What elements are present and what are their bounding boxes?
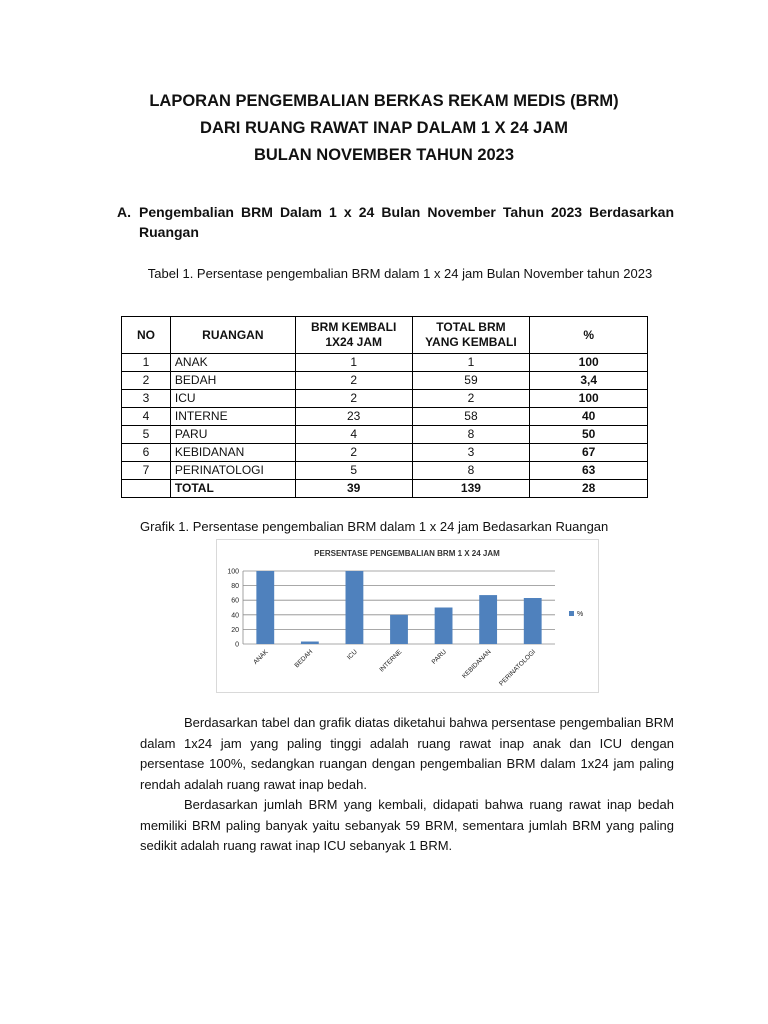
bar — [301, 642, 319, 644]
row-ruangan: KEBIDANAN — [170, 444, 295, 462]
title-line-1: LAPORAN PENGEMBALIAN BERKAS REKAM MEDIS (BRM) — [149, 92, 619, 110]
chart-title: PERSENTASE PENGEMBALIAN BRM 1 X 24 JAM — [314, 549, 500, 558]
table-row — [122, 426, 648, 444]
brm-table — [121, 316, 648, 498]
total-label: TOTAL — [170, 480, 295, 498]
x-tick-label: ICU — [345, 648, 359, 662]
row-percent: 3,4 — [530, 372, 648, 390]
y-tick-label: 40 — [231, 612, 239, 620]
total-total: 139 — [412, 480, 530, 498]
x-tick-label: INTERNE — [378, 648, 404, 674]
header-brm-kembali-line1: BRM KEMBALI — [311, 320, 397, 334]
row-total: 58 — [412, 408, 530, 426]
bar — [435, 608, 453, 645]
row-total: 8 — [412, 462, 530, 480]
chart-canvas — [217, 540, 598, 692]
total-percent: 28 — [530, 480, 648, 498]
header-percent: % — [530, 317, 648, 354]
row-no: 4 — [122, 408, 171, 426]
table-row — [122, 372, 648, 390]
y-tick-label: 60 — [231, 597, 239, 605]
bar — [256, 571, 274, 644]
total-no-cell — [122, 480, 171, 498]
row-total: 3 — [412, 444, 530, 462]
row-ruangan: PARU — [170, 426, 295, 444]
row-no: 1 — [122, 354, 171, 372]
row-percent: 100 — [530, 390, 648, 408]
chart-caption: Grafik 1. Persentase pengembalian BRM dalam 1 x 24 jam Bedasarkan Ruangan — [140, 519, 609, 534]
x-tick-label: BEDAH — [293, 648, 315, 670]
bar — [390, 615, 408, 644]
row-no: 2 — [122, 372, 171, 390]
bar-chart — [216, 539, 599, 693]
paragraph-1: Berdasarkan tabel dan grafik diatas diketahui bahwa persentase pengembalian BRM dalam 1x24 jam yang paling tinggi adalah ruang rawat inap anak dan ICU dengan persentase 100%, sedangkan ruangan dengan pengembalian BRM dalam 1x24 jam paling rendah adalah ruang rawat inap bedah. — [140, 715, 674, 792]
table-total-row — [122, 480, 648, 498]
row-ruangan: INTERNE — [170, 408, 295, 426]
row-total: 2 — [412, 390, 530, 408]
paragraph-2: Berdasarkan jumlah BRM yang kembali, didapati bahwa ruang rawat inap bedah memiliki BRM paling banyak yaitu sebanyak 59 BRM, sementara jumlah BRM yang paling sedikit adalah ruang rawat inap ICU sebanyak 1 BRM. — [140, 797, 674, 853]
bar — [524, 598, 542, 644]
title-line-3: BULAN NOVEMBER TAHUN 2023 — [253, 146, 515, 164]
header-ruangan: RUANGAN — [170, 317, 295, 354]
section-label: A. — [117, 204, 131, 220]
table-row — [122, 354, 648, 372]
title-line-2: DARI RUANG RAWAT INAP DALAM 1 X 24 JAM — [200, 119, 568, 137]
x-tick-label: PERINATOLOGI — [498, 648, 538, 688]
row-percent: 67 — [530, 444, 648, 462]
y-tick-label: 20 — [231, 626, 239, 634]
row-ruangan: BEDAH — [170, 372, 295, 390]
header-brm-kembali-line2: 1X24 JAM — [325, 335, 383, 349]
row-kembali: 23 — [295, 408, 412, 426]
body-text — [140, 713, 674, 857]
y-tick-label: 80 — [231, 583, 239, 591]
x-tick-label: KEBIDANAN — [461, 648, 493, 680]
header-brm-kembali — [295, 317, 412, 354]
row-kembali: 2 — [295, 372, 412, 390]
row-ruangan: PERINATOLOGI — [170, 462, 295, 480]
row-kembali: 4 — [295, 426, 412, 444]
row-percent: 50 — [530, 426, 648, 444]
row-percent: 40 — [530, 408, 648, 426]
table-caption: Tabel 1. Persentase pengembalian BRM dalam 1 x 24 jam Bulan November tahun 2023 — [147, 266, 653, 281]
row-kembali: 1 — [295, 354, 412, 372]
row-no: 5 — [122, 426, 171, 444]
report-title — [0, 88, 768, 169]
legend-label: % — [577, 611, 584, 618]
table-row — [122, 390, 648, 408]
header-total-brm — [412, 317, 530, 354]
x-tick-label: PARU — [430, 648, 448, 666]
row-total: 59 — [412, 372, 530, 390]
y-tick-label: 100 — [227, 568, 239, 576]
table-row — [122, 444, 648, 462]
row-kembali: 5 — [295, 462, 412, 480]
total-kembali: 39 — [295, 480, 412, 498]
row-total: 8 — [412, 426, 530, 444]
table-row — [122, 462, 648, 480]
bar — [346, 571, 364, 644]
table-header-row — [122, 317, 648, 354]
header-no: NO — [122, 317, 171, 354]
table-row — [122, 408, 648, 426]
bar — [479, 595, 497, 644]
header-total-brm-line1: TOTAL BRM — [436, 320, 506, 334]
row-ruangan: ANAK — [170, 354, 295, 372]
row-percent: 63 — [530, 462, 648, 480]
section-title: Pengembalian BRM Dalam 1 x 24 Bulan November Tahun 2023 Berdasarkan Ruangan — [139, 204, 674, 240]
row-ruangan: ICU — [170, 390, 295, 408]
row-no: 6 — [122, 444, 171, 462]
row-total: 1 — [412, 354, 530, 372]
legend-swatch — [569, 611, 574, 616]
y-tick-label: 0 — [235, 641, 239, 649]
row-kembali: 2 — [295, 390, 412, 408]
row-no: 3 — [122, 390, 171, 408]
row-no: 7 — [122, 462, 171, 480]
x-tick-label: ANAK — [252, 648, 270, 666]
row-kembali: 2 — [295, 444, 412, 462]
header-total-brm-line2: YANG KEMBALI — [425, 335, 517, 349]
row-percent: 100 — [530, 354, 648, 372]
